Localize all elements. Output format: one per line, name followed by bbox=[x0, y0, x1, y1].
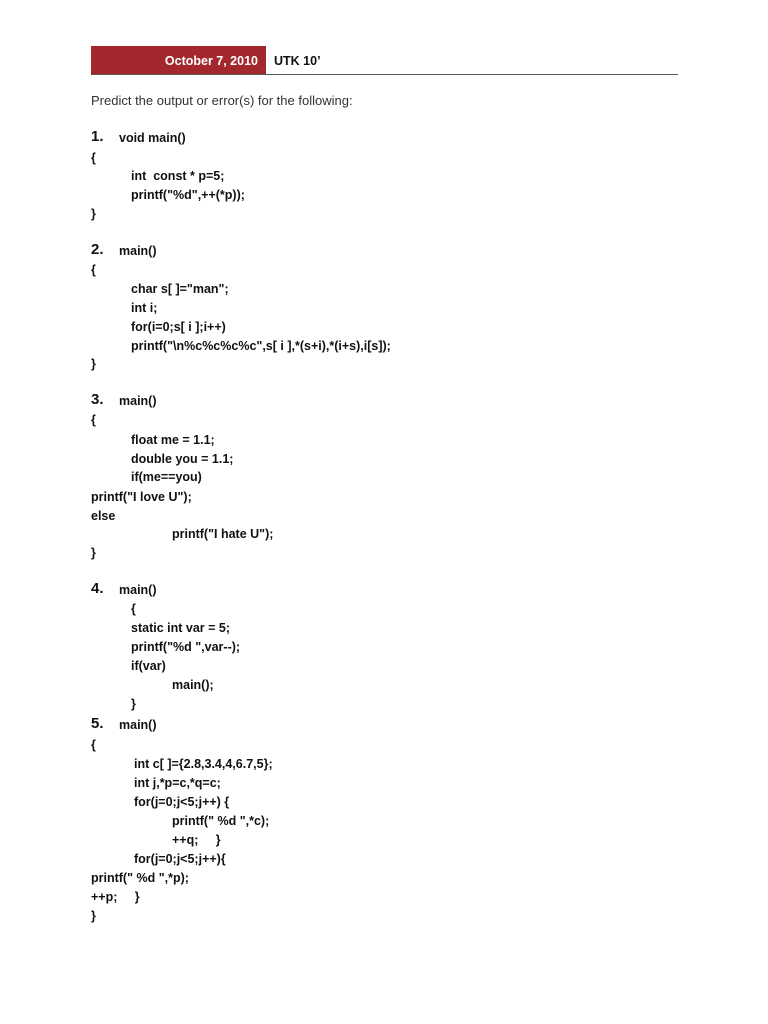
code-line: } bbox=[91, 546, 96, 560]
code-line: for(j=0;j<5;j++){ bbox=[134, 852, 226, 866]
code-line: main() bbox=[119, 394, 157, 408]
code-line: printf("%d ",var--); bbox=[131, 640, 241, 654]
code-line: ++q; } bbox=[172, 833, 221, 847]
code-line: printf("%d",++(*p)); bbox=[131, 188, 245, 202]
code-line: printf("I hate U"); bbox=[172, 527, 274, 541]
code-line: printf("\n%c%c%c%c",s[ i ],*(s+i),*(i+s),i[s]); bbox=[131, 339, 391, 353]
code-line: printf(" %d ",*c); bbox=[172, 814, 270, 828]
code-line: for(i=0;s[ i ];i++) bbox=[131, 320, 226, 334]
code-line: static int var = 5; bbox=[131, 621, 230, 635]
code-line: int c[ ]={2.8,3.4,4,6.7,5}; bbox=[134, 757, 273, 771]
code-line: for(j=0;j<5;j++) { bbox=[134, 795, 230, 809]
code-line: int i; bbox=[131, 301, 158, 315]
intro-text: Predict the output or error(s) for the following: bbox=[91, 93, 353, 108]
code-line: main() bbox=[119, 244, 157, 258]
code-line: void main() bbox=[119, 131, 186, 145]
header-divider bbox=[91, 74, 678, 75]
code-line: { bbox=[131, 602, 136, 616]
code-line: { bbox=[91, 738, 96, 752]
code-line: int const * p=5; bbox=[131, 169, 225, 183]
code-line: int j,*p=c,*q=c; bbox=[134, 776, 221, 790]
code-line: printf(" %d ",*p); bbox=[91, 871, 189, 885]
code-line: if(me==you) bbox=[131, 470, 202, 484]
code-line: float me = 1.1; bbox=[131, 433, 215, 447]
header-title: UTK 10’ bbox=[274, 53, 321, 68]
code-line: double you = 1.1; bbox=[131, 452, 234, 466]
code-line: main(); bbox=[172, 678, 214, 692]
code-line: else bbox=[91, 509, 116, 523]
question-number: 2. bbox=[91, 241, 104, 258]
header-date: October 7, 2010 bbox=[91, 46, 266, 75]
question-number: 3. bbox=[91, 391, 104, 408]
code-line: printf("I love U"); bbox=[91, 490, 192, 504]
question-number: 5. bbox=[91, 715, 104, 732]
code-line: { bbox=[91, 263, 96, 277]
code-line: main() bbox=[119, 718, 157, 732]
code-line: } bbox=[91, 909, 96, 923]
code-line: main() bbox=[119, 583, 157, 597]
code-line: if(var) bbox=[131, 659, 166, 673]
code-line: { bbox=[91, 413, 96, 427]
code-line: char s[ ]="man"; bbox=[131, 282, 229, 296]
code-line: { bbox=[91, 151, 96, 165]
code-line: ++p; } bbox=[91, 890, 140, 904]
code-line: } bbox=[131, 697, 136, 711]
page-header bbox=[91, 46, 678, 75]
code-line: } bbox=[91, 207, 96, 221]
question-number: 1. bbox=[91, 128, 104, 145]
question-number: 4. bbox=[91, 580, 104, 597]
code-line: } bbox=[91, 357, 96, 371]
